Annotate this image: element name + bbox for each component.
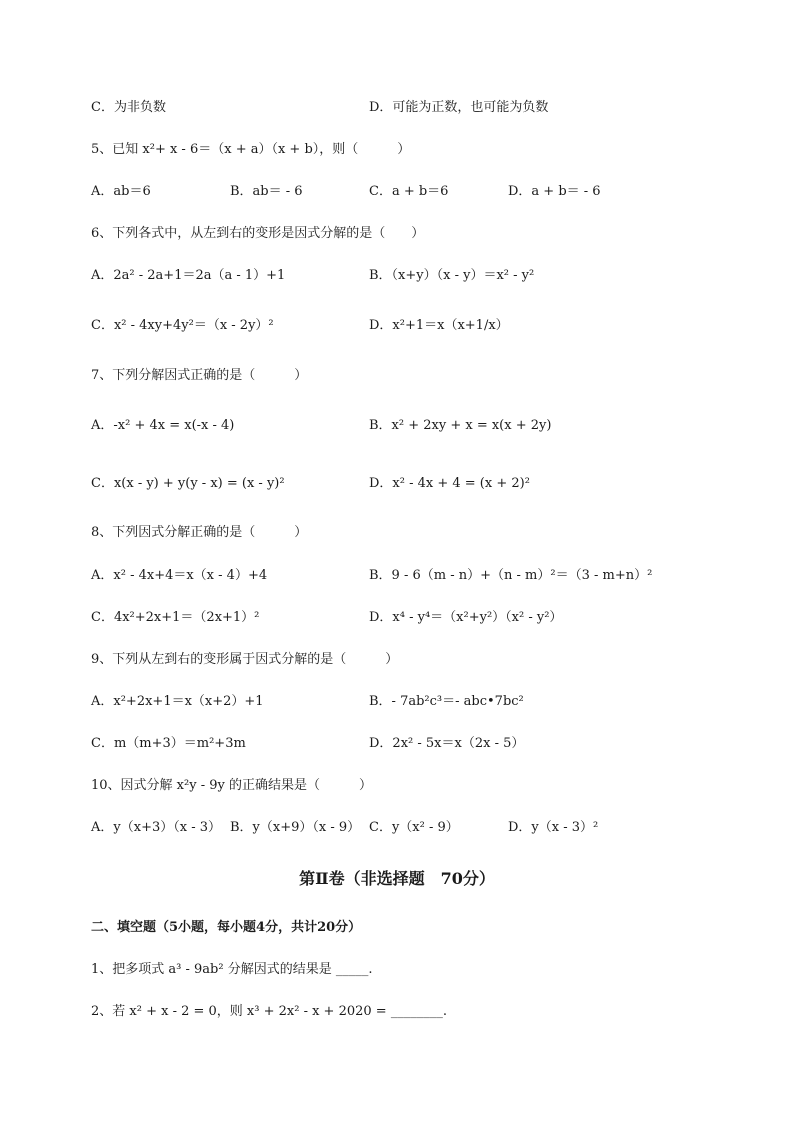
q5-option-c: C．a + b＝6: [369, 184, 449, 199]
q5-option-a: A．ab＝6: [91, 184, 151, 199]
q8-stem: 8、下列因式分解正确的是（ ）: [91, 525, 308, 540]
q5-option-b: B．ab＝ - 6: [230, 184, 303, 199]
q7-option-b: B．x² + 2xy + x = x(x + 2y): [369, 418, 552, 433]
q7-option-d: D．x² - 4x + 4 = (x + 2)²: [369, 476, 530, 491]
q6-option-a: A．2a² - 2a+1＝2a（a - 1）+1: [91, 268, 286, 283]
q8-option-c: C．4x²+2x+1＝（2x+1）²: [91, 610, 260, 625]
q8-option-b: B．9 - 6（m - n）+（n - m）²＝（3 - m+n）²: [369, 568, 653, 583]
q8-option-a: A．x² - 4x+4＝x（x - 4）+4: [91, 568, 268, 583]
q4-option-c: C．为非负数: [91, 100, 166, 115]
q10-option-c: C．y（x² - 9）: [369, 820, 459, 835]
q4-option-d: D．可能为正数，也可能为负数: [369, 100, 549, 115]
q6-option-d: D．x²+1＝x（x+1/x）: [369, 318, 509, 333]
q10-option-b: B．y（x+9）（x - 9）: [230, 820, 361, 835]
q10-option-d: D．y（x - 3）²: [508, 820, 599, 835]
fill-in-section-header: 二、填空题（5小题，每小题4分，共计20分）: [91, 920, 362, 935]
q10-stem: 10、因式分解 x²y - 9y 的正确结果是（ ）: [91, 778, 372, 793]
q10-option-a: A．y（x+3）（x - 3）: [91, 820, 221, 835]
q6-option-b: B．（x+y）（x - y）＝x² - y²: [369, 268, 535, 283]
q5-stem: 5、已知 x²+ x - 6＝（x + a）（x + b），则（ ）: [91, 142, 411, 157]
part-2-title: 第Ⅱ卷（非选择题 70分）: [299, 869, 495, 888]
q7-stem: 7、下列分解因式正确的是（ ）: [91, 368, 308, 383]
q7-option-a: A．-x² + 4x = x(-x - 4): [91, 418, 235, 433]
q7-option-c: C．x(x - y) + y(y - x) = (x - y)²: [91, 476, 285, 491]
q9-option-d: D．2x² - 5x＝x（2x - 5）: [369, 736, 525, 751]
q8-option-d: D．x⁴ - y⁴＝（x²+y²）（x² - y²）: [369, 610, 563, 625]
q6-option-c: C．x² - 4xy+4y²＝（x - 2y）²: [91, 318, 274, 333]
q9-option-b: B．- 7ab²c³＝- abc•7bc²: [369, 694, 524, 709]
fill-question-1: 1、把多项式 a³ - 9ab² 分解因式的结果是 _____.: [91, 962, 373, 977]
q9-option-a: A．x²+2x+1＝x（x+2）+1: [91, 694, 264, 709]
q6-stem: 6、下列各式中，从左到右的变形是因式分解的是（ ）: [91, 226, 425, 241]
q9-option-c: C．m（m+3）＝m²+3m: [91, 736, 246, 751]
q9-stem: 9、下列从左到右的变形属于因式分解的是（ ）: [91, 652, 399, 667]
q5-option-d: D．a + b＝ - 6: [508, 184, 601, 199]
fill-question-2: 2、若 x² + x - 2 = 0，则 x³ + 2x² - x + 2020 = ________.: [91, 1004, 447, 1019]
